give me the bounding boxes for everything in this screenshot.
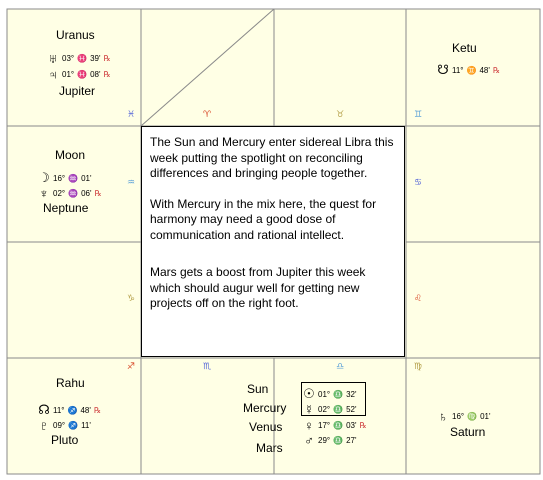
venus-label: Venus — [249, 420, 283, 434]
venus-minutes: 03' — [346, 421, 357, 430]
mars-label: Mars — [256, 441, 283, 455]
moon-label: Moon — [55, 148, 86, 162]
neptune-retrograde: ℞ — [94, 189, 102, 198]
mercury-degree: 02° — [318, 405, 331, 414]
pluto-position — [38, 418, 91, 433]
saturn-icon: ♄ — [438, 409, 448, 424]
ketu-sign: ♊ — [466, 65, 477, 75]
mars-degree: 29° — [318, 436, 331, 445]
sign-sagittarius-marker: ♐ — [127, 362, 136, 372]
mars-minutes: 27' — [346, 436, 357, 445]
ketu-retrograde: ℞ — [492, 65, 501, 75]
rahu-label: Rahu — [56, 376, 85, 390]
mercury-position — [303, 402, 357, 417]
rahu-sign: ♐ — [67, 405, 78, 415]
sign-scorpio-marker: ♏ — [203, 362, 212, 372]
jupiter-label: Jupiter — [59, 84, 96, 98]
uranus-minutes: 39' — [90, 54, 101, 63]
sun-position — [303, 386, 357, 402]
rahu-icon: ☊ — [38, 402, 50, 417]
mercury-sign: ♎ — [333, 405, 344, 414]
sun-icon: ☉ — [303, 386, 315, 401]
sun-sign: ♎ — [333, 389, 344, 399]
saturn-label: Saturn — [450, 425, 486, 439]
mars-position — [303, 433, 357, 448]
neptune-label: Neptune — [43, 201, 89, 215]
ketu-degree: 11° — [452, 65, 464, 75]
mercury-icon: ☿ — [304, 402, 314, 417]
saturn-minutes: 01' — [480, 412, 491, 421]
neptune-icon: ♆ — [39, 186, 49, 201]
moon-sign: ♒ — [68, 173, 79, 183]
mercury-label: Mercury — [243, 401, 287, 415]
sign-gemini-marker: ♊ — [414, 110, 423, 120]
sign-virgo-marker: ♍ — [414, 362, 423, 372]
pluto-sign: ♐ — [68, 421, 79, 430]
sign-leo-marker: ♌ — [414, 294, 423, 304]
note-paragraph-2: With Mercury in the mix here, the quest for harmony may need a good dose of communication and rational intellect. — [150, 196, 377, 242]
sign-cancer-marker: ♋ — [414, 178, 423, 188]
sign-taurus-marker: ♉ — [336, 110, 345, 120]
pluto-degree: 09° — [53, 421, 66, 430]
sun-minutes: 32' — [346, 389, 357, 399]
venus-icon: ♀ — [304, 418, 314, 433]
note-paragraph-3: Mars gets a boost from Jupiter this week which should augur well for getting new projects off on the right foot. — [150, 265, 366, 310]
sun-degree: 01° — [318, 389, 331, 399]
sign-libra-marker: ♎ — [336, 362, 345, 372]
saturn-degree: 16° — [452, 412, 465, 421]
neptune-degree: 02° — [53, 189, 66, 198]
sign-aquarius-marker: ♒ — [127, 178, 136, 188]
moon-position — [38, 170, 92, 186]
pluto-label: Pluto — [51, 433, 79, 447]
jupiter-sign: ♓ — [77, 70, 88, 79]
venus-sign: ♎ — [333, 421, 344, 430]
pluto-minutes: 11' — [81, 421, 91, 430]
pluto-icon: ♇ — [39, 418, 49, 433]
moon-degree: 16° — [53, 173, 66, 183]
neptune-sign: ♒ — [68, 189, 79, 198]
note-paragraph-1: The Sun and Mercury enter sidereal Libra this week putting the spotlight on reconciling differences and bringing people together. — [150, 135, 394, 180]
saturn-position — [437, 409, 491, 424]
rahu-minutes: 48' — [80, 405, 91, 415]
moon-minutes: 01' — [81, 173, 92, 183]
jupiter-position — [47, 67, 111, 82]
sun-label: Sun — [247, 382, 269, 396]
neptune-minutes: 06' — [81, 189, 92, 198]
weekly-forecast-note — [141, 126, 405, 357]
neptune-position — [38, 186, 102, 201]
rahu-retrograde: ℞ — [93, 405, 102, 415]
ketu-minutes: 48' — [479, 65, 490, 75]
jupiter-retrograde: ℞ — [103, 70, 111, 79]
uranus-label: Uranus — [56, 28, 95, 42]
uranus-sign: ♓ — [77, 54, 88, 63]
jupiter-degree: 01° — [62, 70, 75, 79]
ketu-label: Ketu — [452, 41, 477, 55]
sign-pisces-marker: ♓ — [127, 110, 136, 120]
mars-icon: ♂ — [304, 433, 314, 448]
venus-retrograde: ℞ — [359, 421, 367, 430]
ketu-position — [437, 62, 500, 78]
venus-position — [303, 418, 367, 433]
saturn-sign: ♍ — [467, 412, 478, 421]
uranus-position — [47, 51, 111, 66]
jupiter-icon: ♃ — [48, 67, 58, 82]
rahu-degree: 11° — [53, 405, 65, 415]
venus-degree: 17° — [318, 421, 331, 430]
mercury-minutes: 52' — [346, 405, 357, 414]
moon-icon: ☽ — [38, 170, 50, 185]
rahu-position — [38, 402, 101, 418]
sign-aries-marker: ♈ — [203, 110, 212, 120]
uranus-retrograde: ℞ — [103, 54, 111, 63]
uranus-degree: 03° — [62, 54, 75, 63]
sign-capricorn-marker: ♑ — [127, 294, 136, 304]
uranus-icon: ♅ — [48, 51, 58, 66]
mars-sign: ♎ — [333, 436, 344, 445]
jupiter-minutes: 08' — [90, 70, 101, 79]
ketu-icon: ☋ — [437, 62, 449, 77]
